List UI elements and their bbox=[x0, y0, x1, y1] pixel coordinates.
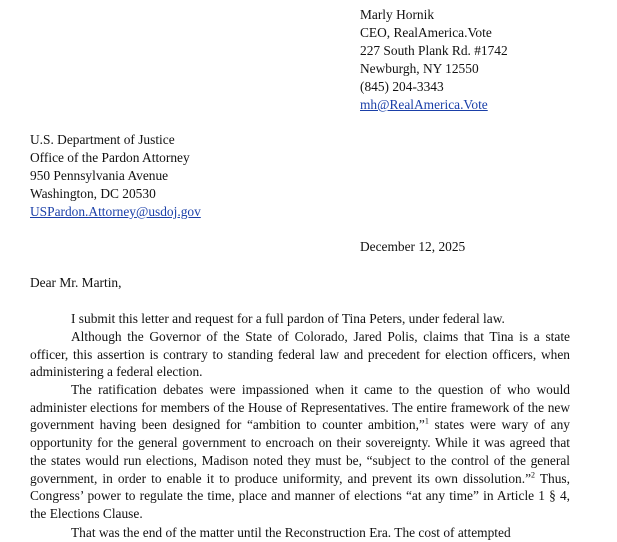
recipient-city: Washington, DC 20530 bbox=[30, 186, 156, 201]
letter-date: December 12, 2025 bbox=[360, 239, 466, 254]
paragraph-3-part-b: states were wary of any opportunity for the general government to encroach on their sovereignty. While it was agreed that the states would run elections, Madison noted they must be, “subject to the control of the general government, in order to enable it to produce uniformity, and prevent its own dissolution.” bbox=[30, 417, 570, 486]
paragraph-3 bbox=[30, 381, 570, 523]
paragraph-1: I submit this letter and request for a full pardon of Tina Peters, under federal law. bbox=[71, 311, 505, 326]
recipient-street: 950 Pennsylvania Avenue bbox=[30, 168, 169, 183]
paragraph-3-part-c: Thus, Congress’ power to regulate the time, place and manner of elections “at any time” in Article 1 § 4, the Elections Clause. bbox=[30, 470, 570, 521]
recipient-office: Office of the Pardon Attorney bbox=[30, 150, 190, 165]
paragraph-3-part-a: The ratification debates were impassioned when it came to the question of who would administer elections for members of the House of Representatives. The entire framework of the new government having been designed for “ambition to counter ambition,” bbox=[30, 382, 570, 433]
salutation: Dear Mr. Martin, bbox=[30, 275, 122, 290]
sender-street: 227 South Plank Rd. #1742 bbox=[360, 43, 508, 58]
sender-city: Newburgh, NY 12550 bbox=[360, 61, 479, 76]
footnote-ref-1[interactable]: 1 bbox=[424, 416, 429, 426]
paragraph-2: Although the Governor of the State of Colorado, Jared Polis, claims that Tina is a state officer, this assertion is contrary to standing federal law and precedent for election officers, when administering a federal election. bbox=[30, 329, 570, 380]
recipient-email-link[interactable]: USPardon.Attorney@usdoj.gov bbox=[30, 204, 201, 219]
recipient-dept: U.S. Department of Justice bbox=[30, 132, 175, 147]
sender-email-link[interactable]: mh@RealAmerica.Vote bbox=[360, 97, 488, 112]
footnote-ref-2[interactable]: 2 bbox=[531, 470, 536, 480]
sender-phone: (845) 204-3343 bbox=[360, 79, 444, 94]
sender-title: CEO, RealAmerica.Vote bbox=[360, 25, 492, 40]
sender-name: Marly Hornik bbox=[360, 7, 435, 22]
paragraph-4: That was the end of the matter until the Reconstruction Era. The cost of attempted bbox=[71, 525, 511, 540]
